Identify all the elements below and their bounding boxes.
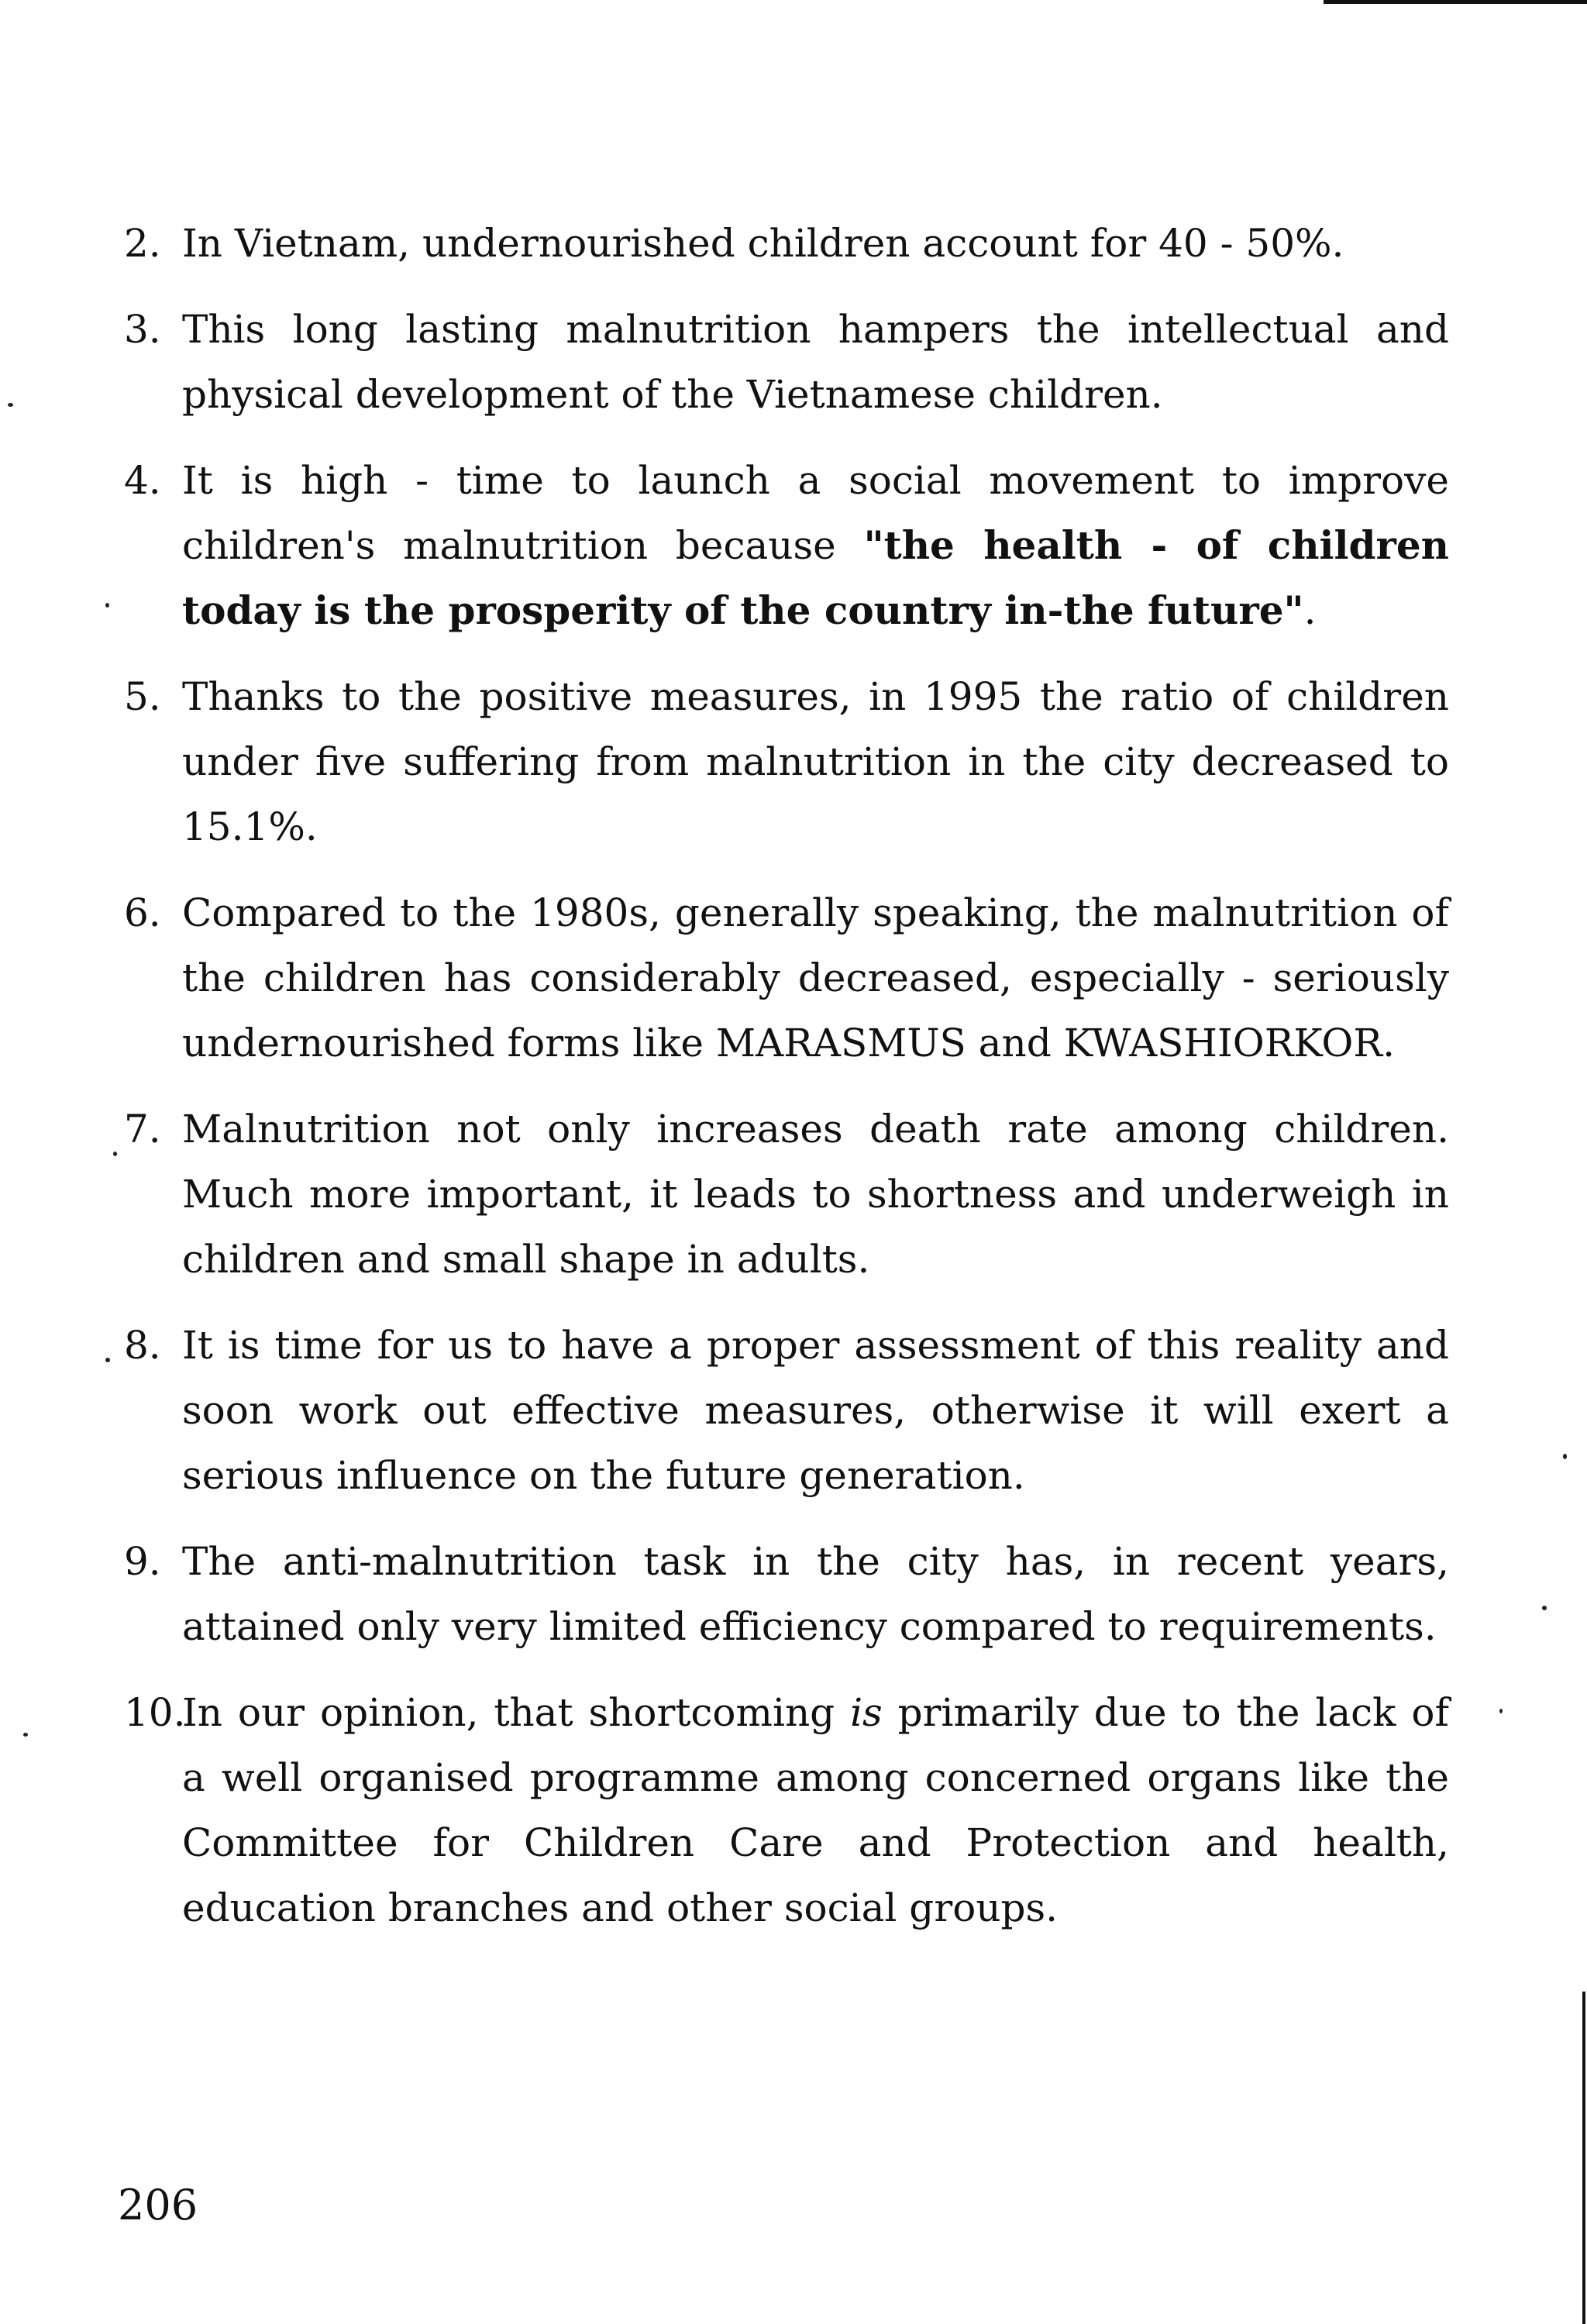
scan-speck [1499,1709,1503,1713]
list-item [116,211,1449,276]
item-number: 6. [124,890,161,935]
item-number: 7. [124,1107,161,1152]
italic-word: is [850,1690,883,1735]
emphasized-quote: "the health - of children today is the prosperity of the country in-the future" [182,522,1450,633]
list-item [116,448,1449,643]
list-item [116,1313,1449,1508]
item-number: 8. [124,1323,161,1368]
top-rule [1324,0,1587,4]
scan-speck [1563,1454,1567,1459]
numbered-list [116,211,1449,1961]
item-text: Malnutrition not only increases death rate among children. Much more important, it leads to shortness and underweigh in children and small shape in adults. [182,1107,1449,1282]
item-number: 3. [124,307,161,352]
list-item [116,297,1449,427]
item-number: 9. [124,1539,161,1584]
list-item [116,880,1449,1076]
list-item [116,664,1449,859]
item-number: 10. [124,1690,186,1735]
scan-speck [105,603,109,608]
list-item [116,1529,1449,1659]
item-text-end: . [1303,588,1317,633]
item-number: 5. [124,674,161,719]
item-number: 2. [124,221,161,266]
item-text: Compared to the 1980s, generally speaking, the malnutrition of the children has considerably decreased, especially - seriously undernourished forms like MARASMUS and KWASHIORKOR. [182,890,1449,1066]
scan-speck [23,1733,28,1737]
item-text: It is high - time to launch a social movement to improve children's malnutrition because [182,458,1449,568]
item-text-end: primarily due to the lack of a well organised programme among concerned organs like the Committee for Children Care and Protection and health, education branches and other social groups. [182,1690,1449,1930]
page-number: 206 [118,2181,198,2229]
item-text: This long lasting malnutrition hampers the intellectual and physical development of the Vietnamese children. [182,307,1449,417]
item-text: In Vietnam, undernourished children account for 40 - 50%. [182,221,1344,266]
item-number: 4. [124,458,161,503]
item-text: It is time for us to have a proper assessment of this reality and soon work out effective measures, otherwise it will exert a serious influence on the future generation. [182,1323,1449,1498]
scan-edge-mark [1582,1992,1585,2324]
scan-speck [8,403,13,407]
item-text: In our opinion, that shortcoming [182,1690,851,1735]
scan-speck [105,1358,110,1362]
scan-speck [113,1152,117,1156]
item-text: Thanks to the positive measures, in 1995 the ratio of children under five suffering from malnutrition in the city decreased to 15.1%. [182,674,1449,849]
list-item [116,1097,1449,1292]
scan-speck [1542,1606,1547,1610]
item-text: The anti-malnutrition task in the city has, in recent years, attained only very limited efficiency compared to requirements. [182,1539,1449,1649]
list-item [116,1680,1449,1940]
